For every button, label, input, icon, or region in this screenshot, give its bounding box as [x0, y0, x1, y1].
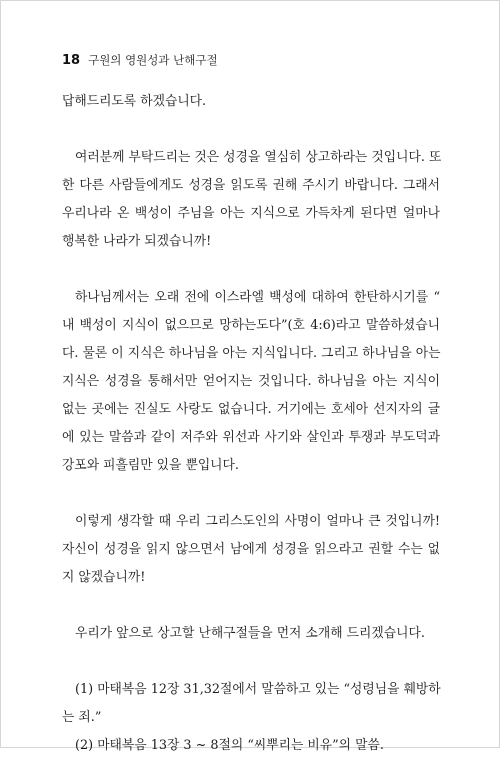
- text-line: 없는 곳에는 진실도 사랑도 없습니다. 거기에는 호세아 선지자의 글: [62, 402, 440, 417]
- text-line: 답해드리도록 하겠습니다.: [62, 94, 207, 109]
- text-line: 자신이 성경을 읽지 않으면서 남에게 성경을 읽으라고 권할 수는 없: [62, 542, 440, 557]
- paragraph-gap: [62, 116, 440, 144]
- text-line: 는 죄.”: [62, 710, 102, 725]
- text-line: 강포와 피흘림만 있을 뿐입니다.: [62, 458, 239, 473]
- text-line: 에 있는 말씀과 같이 저주와 위선과 사기와 살인과 투쟁과 부도덕과: [62, 430, 440, 445]
- text-line: 지식은 성경을 통해서만 얻어지는 것입니다. 하나님을 아는 지식이: [62, 374, 440, 389]
- running-header: [62, 52, 218, 68]
- body-text: [62, 88, 440, 760]
- text-line: (2) 마태복음 13장 3 ~ 8절의 “씨뿌리는 비유”의 말씀.: [75, 738, 384, 753]
- paragraph-gap: [62, 480, 440, 508]
- text-line: 여러분께 부탁드리는 것은 성경을 열심히 상고하라는 것입니다. 또: [75, 150, 442, 165]
- text-line: 내 백성이 지식이 없으므로 망하는도다”(호 4:6)라고 말씀하셨습니: [62, 318, 440, 333]
- text-line: 우리가 앞으로 상고할 난해구절들을 먼저 소개해 드리겠습니다.: [75, 626, 425, 641]
- text-line: 다. 물론 이 지식은 하나님을 아는 지식입니다. 그리고 하나님을 아는: [62, 346, 441, 361]
- text-line: 하나님께서는 오래 전에 이스라엘 백성에 대하여 한탄하시기를 “: [75, 290, 440, 305]
- text-line: 지 않겠습니까!: [62, 570, 146, 585]
- text-line: (1) 마태복음 12장 31,32절에서 말씀하고 있는 “성령님을 훼방하: [75, 682, 441, 697]
- text-line: 이렇게 생각할 때 우리 그리스도인의 사명이 얼마나 큰 것입니까!: [75, 514, 440, 529]
- running-title: 구원의 영원성과 난해구절: [88, 53, 218, 67]
- paragraph-gap: [62, 648, 440, 676]
- page-number: 18: [62, 53, 81, 68]
- text-line: 한 다른 사람들에게도 성경을 읽도록 권해 주시기 바랍니다. 그래서: [62, 178, 440, 193]
- paragraph-gap: [62, 592, 440, 620]
- paragraph-gap: [62, 256, 440, 284]
- text-line: 우리나라 온 백성이 주님을 아는 지식으로 가득차게 된다면 얼마나: [62, 206, 440, 221]
- text-line: 행복한 나라가 되겠습니까!: [62, 234, 212, 249]
